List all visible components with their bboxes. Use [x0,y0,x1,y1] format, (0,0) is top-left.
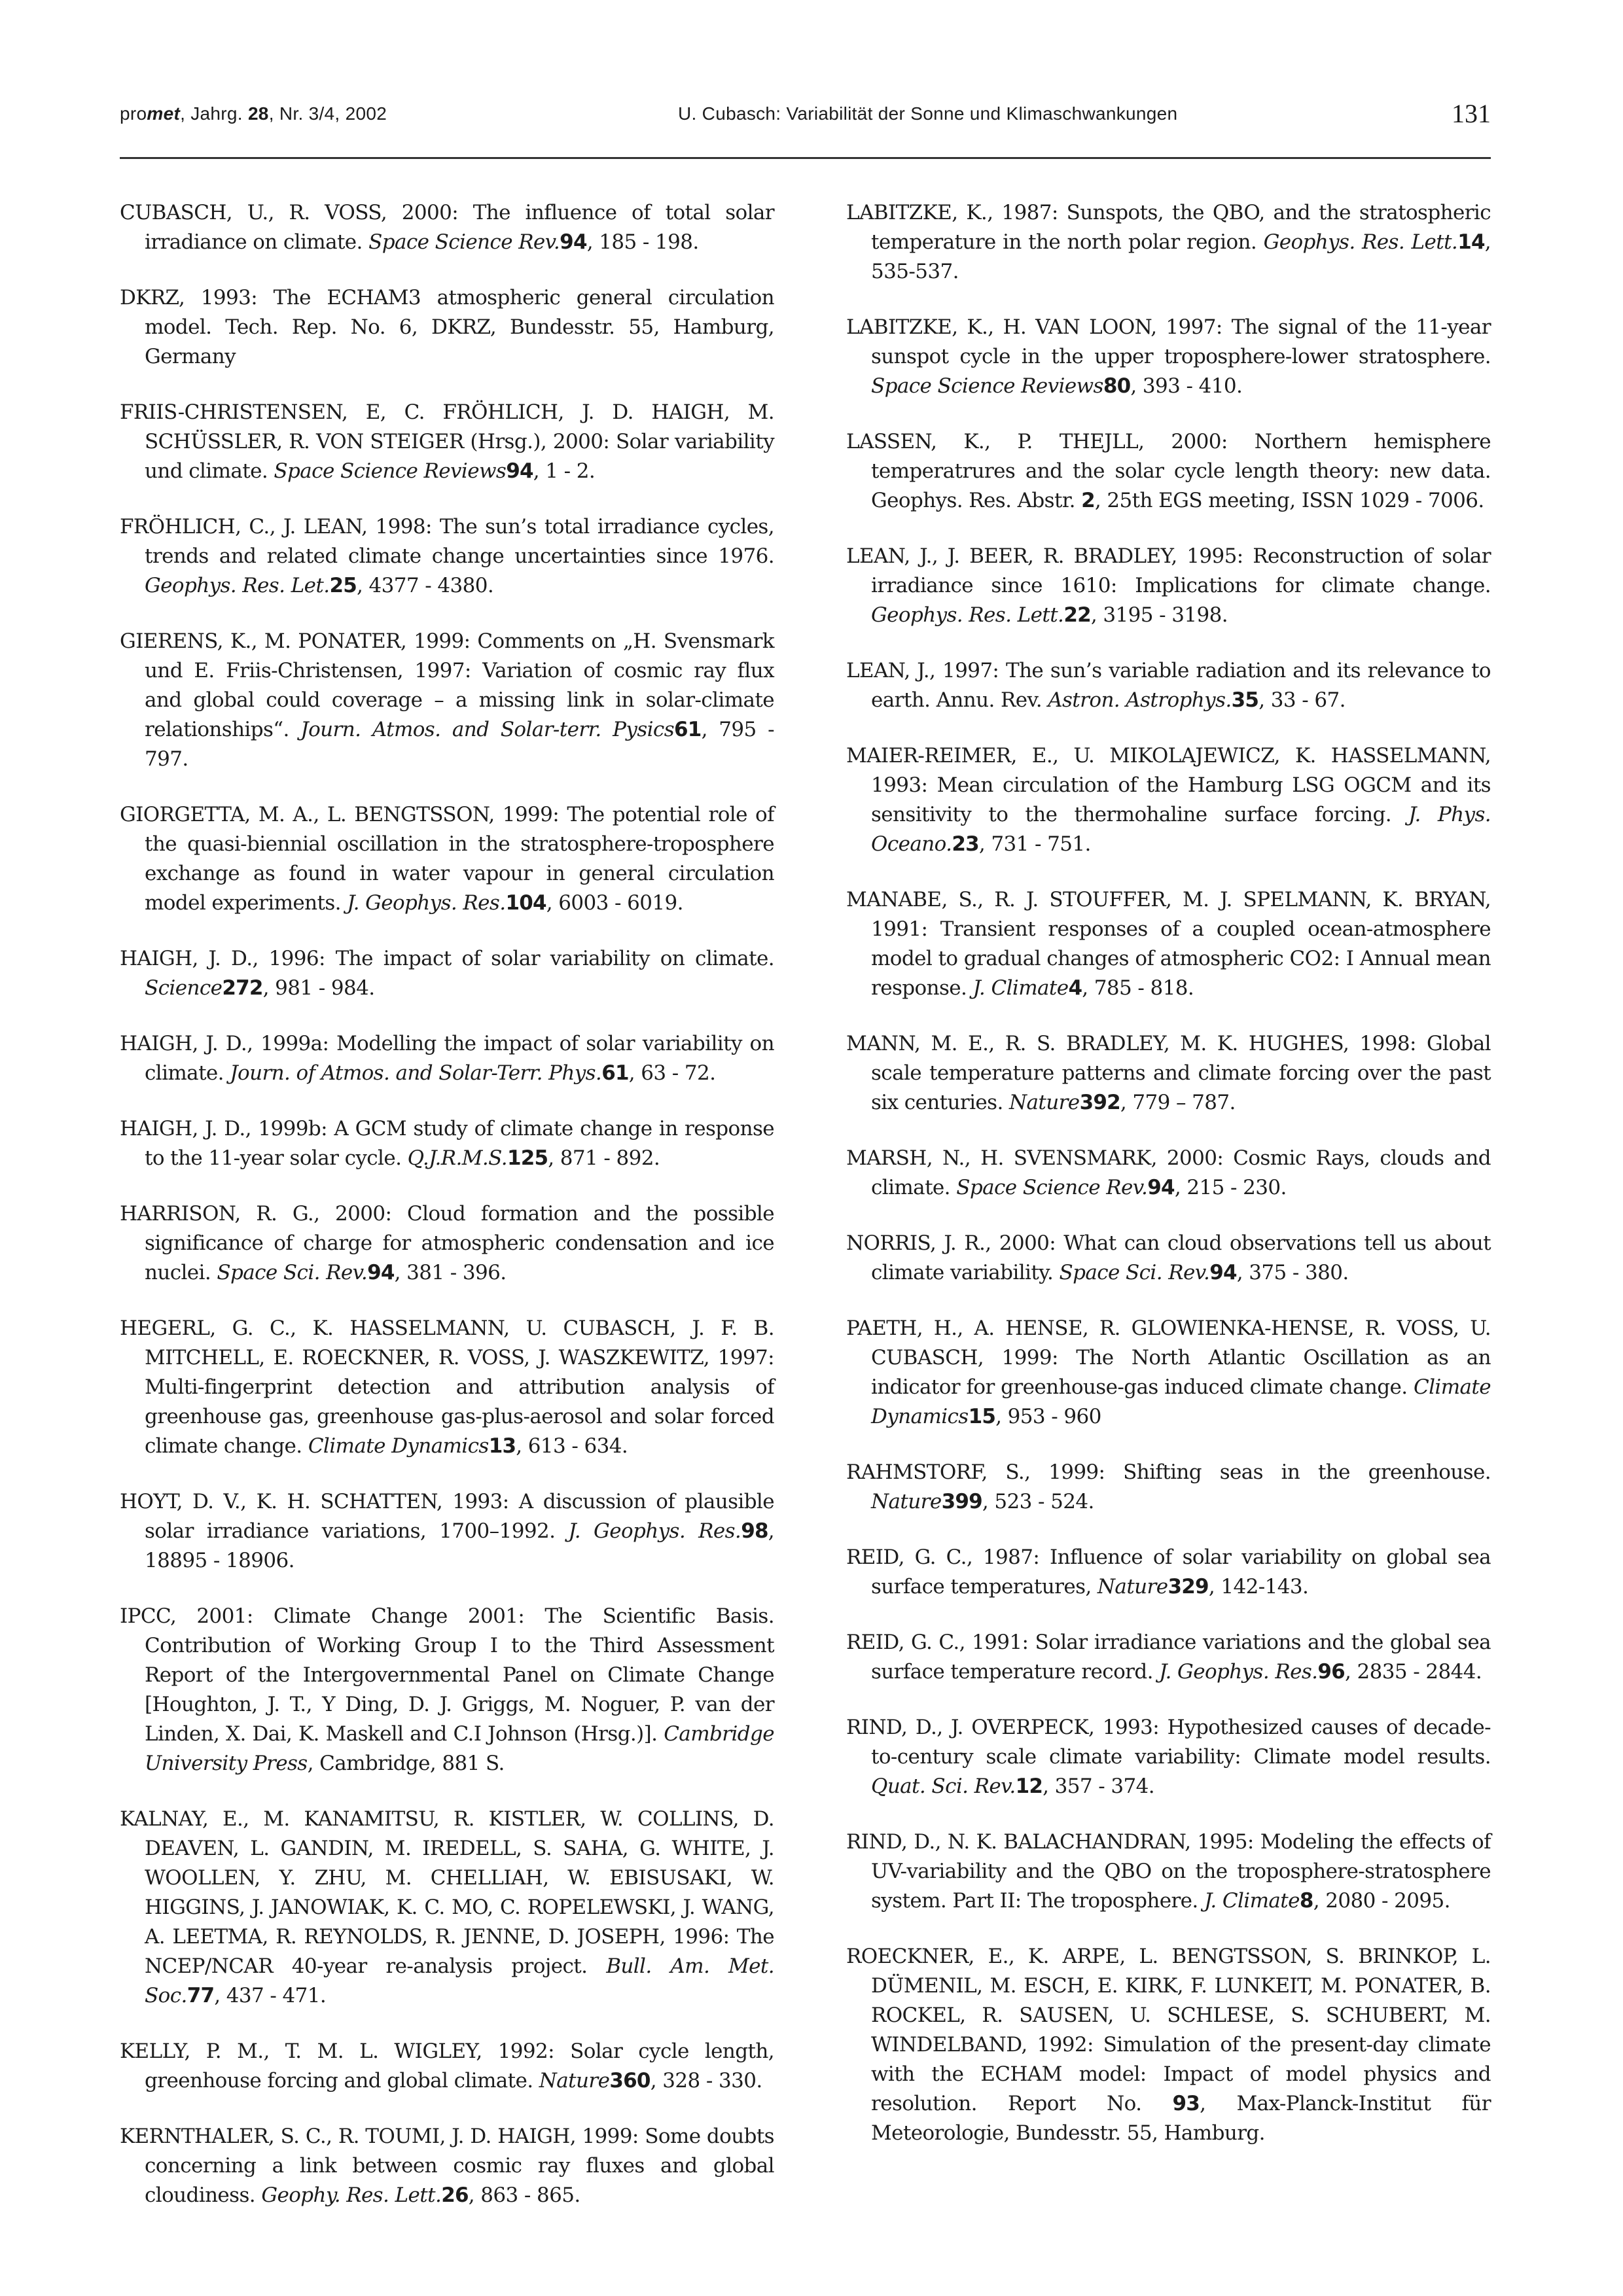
reference-volume: 125 [507,1146,548,1170]
reference-volume: 8 [1299,1889,1313,1913]
reference-entry [120,2037,774,2096]
reference-volume: 13 [488,1434,516,1458]
reference-volume: 12 [1015,1775,1043,1798]
reference-text: LEAN, J., 1997: The sun’s variable radiation and its relevance to earth. Annu. Rev. [846,659,1491,712]
reference-journal: Space Science Rev. [368,230,560,254]
reference-text: HAIGH, J. D., 1996: The impact of solar variability on climate. [120,947,774,970]
reference-volume: 80 [1103,374,1131,398]
reference-text: HEGERL, G. C., K. HASSELMANN, U. CUBASCH, J. F. B. MITCHELL, E. ROECKNER, R. VOSS, J. WASZKEWITZ, 1997: Multi-fingerprint detection and attribution analysis of greenhouse gas, greenhouse gas-plus-aerosol and solar forced climate change. [120,1316,774,1458]
reference-pages: , 142-143. [1208,1575,1309,1598]
reference-journal: Journ. of Atmos. and Solar-Terr. Phys. [230,1061,602,1085]
reference-pages: , 863 - 865. [468,2183,580,2207]
reference-journal: Astron. Astrophys. [1048,688,1232,712]
reference-pages: , 871 - 892. [548,1146,660,1170]
reference-text: RIND, D., J. OVERPECK, 1993: Hypothesized causes of decade-to-century scale climate variability: Climate model results. [846,1716,1491,1769]
reference-volume: 23 [952,832,979,856]
page-number: 131 [1452,99,1491,128]
reference-journal: Geophys. Res. Let. [145,574,330,597]
reference-entry [846,542,1491,630]
reference-volume: 35 [1231,688,1259,712]
reference-pages: , 4377 - 4380. [357,574,494,597]
reference-pages: , 63 - 72. [628,1061,716,1085]
reference-volume: 94 [1209,1261,1237,1284]
reference-entry [846,1543,1491,1602]
reference-text: FRIIS-CHRISTENSEN, E, C. FRÖHLICH, J. D. HAIGH, M. SCHÜSSLER, R. VON STEIGER (Hrsg.), 2000: Solar variability und climate. [120,400,774,483]
reference-text: HOYT, D. V., K. H. SCHATTEN, 1993: A discussion of plausible solar irradiance variations, 1700–1992. [120,1490,774,1543]
reference-pages: , 3195 - 3198. [1090,603,1228,627]
reference-entry [120,283,774,372]
journal-year-label: , Jahrg. [180,103,248,124]
reference-volume: 15 [968,1405,996,1428]
reference-journal: J. Climate [972,976,1069,1000]
reference-text: LABITZKE, K., 1987: Sunspots, the QBO, and the stratospheric temperature in the north polar region. [846,201,1491,254]
reference-entry [120,398,774,486]
running-title: U. Cubasch: Variabilität der Sonne und Klimaschwankungen [678,103,1178,124]
reference-journal: Q.J.R.M.S. [407,1146,507,1170]
reference-text: DKRZ, 1993: The ECHAM3 atmospheric general circulation model. Tech. Rep. No. 6, DKRZ, Bundesstr. 55, Hamburg, Germany [120,286,774,368]
journal-volume: 28 [247,103,269,124]
reference-entry [846,656,1491,715]
reference-journal: J. Geophys. Res. [1159,1660,1318,1684]
reference-pages: , 381 - 396. [394,1261,507,1284]
reference-pages: , 185 - 198. [586,230,699,254]
reference-volume: 93 [1172,2092,1200,2115]
reference-pages: , 375 - 380. [1236,1261,1349,1284]
reference-text: GIERENS, K., M. PONATER, 1999: Comments on „H. Svensmark und E. Friis-Christensen, 1997: Variation of cosmic ray flux and global could coverage – a missing link in solar-climate relationships“. [120,629,774,741]
reference-journal: Quat. Sci. Rev. [871,1775,1016,1798]
reference-journal: Nature [539,2069,610,2093]
reference-entry [846,1628,1491,1687]
reference-text: IPCC, 2001: Climate Change 2001: The Scientific Basis. Contribution of Working Group I to the Third Assessment Report of the Intergovernmental Panel on Climate Change [Houghton, J. T., Y Ding, D. J. Griggs, M. Noguer, P. van der Linden, X. Dai, K. Maskell and C.I Johnson (Hrsg.)]. [120,1604,774,1746]
reference-entry [846,1828,1491,1916]
reference-volume: 392 [1079,1091,1120,1114]
reference-volume: 14 [1457,230,1485,254]
reference-text: FRÖHLICH, C., J. LEAN, 1998: The sun’s total irradiance cycles, trends and related climate change uncertainties since 1976. [120,515,774,568]
reference-pages: , 731 - 751. [978,832,1091,856]
reference-journal: Geophys. Res. Lett. [1263,230,1458,254]
reference-journal: Cambridge University Press [145,1722,774,1775]
journal-name-prefix: pro [120,103,147,124]
reference-volume: 4 [1068,976,1082,1000]
reference-pages: , 33 - 67. [1258,688,1346,712]
reference-pages: , 1 - 2. [533,459,596,483]
reference-pages: , 18895 - 18906. [145,1519,775,1572]
reference-text: MANN, M. E., R. S. BRADLEY, M. K. HUGHES, 1998: Global scale temperature patterns and climate forcing over the past six centuries. [846,1032,1491,1114]
references-right-column [846,198,1491,2174]
reference-volume: 272 [222,976,263,1000]
reference-journal: Bull. Am. Met. Soc. [145,1954,774,2007]
reference-entry [846,427,1491,516]
reference-journal: J. Geophys. Res. [568,1519,741,1543]
reference-text: REID, G. C., 1987: Influence of solar variability on global sea surface temperatures, [846,1545,1491,1598]
journal-issue: , Nr. 3/4, 2002 [268,103,387,124]
journal-name-brand: met [147,103,181,124]
reference-volume: 61 [601,1061,629,1085]
reference-text: KELLY, P. M., T. M. L. WIGLEY, 1992: Solar cycle length, greenhouse forcing and global climate. [120,2040,774,2093]
reference-pages: , 535-537. [871,230,1491,283]
reference-journal: Geophy. Res. Lett. [261,2183,442,2207]
reference-volume: 22 [1063,603,1091,627]
reference-journal: Nature [1097,1575,1168,1598]
reference-pages: , Max-Planck-Institut für Meteorologie, Bundesstr. 55, Hamburg. [871,2092,1491,2145]
reference-volume: 329 [1168,1575,1209,1598]
reference-pages: , 215 - 230. [1174,1176,1287,1199]
reference-volume: 61 [674,718,702,741]
reference-volume: 360 [609,2069,651,2093]
reference-pages: , 2080 - 2095. [1313,1889,1450,1913]
reference-entry [120,2122,774,2210]
reference-journal: J. Climate [1204,1889,1300,1913]
reference-entry [846,1229,1491,1288]
references-left-column [120,198,774,2236]
reference-text: KERNTHALER, S. C., R. TOUMI, J. D. HAIGH, 1999: Some doubts concerning a link between cosmic ray fluxes and global cloudiness. [120,2125,774,2207]
reference-text: CUBASCH, U., R. VOSS, 2000: The influence of total solar irradiance on climate. [120,201,774,254]
reference-entry [120,1805,774,2011]
reference-volume: 399 [941,1490,982,1513]
reference-journal: Climate Dynamics [308,1434,489,1458]
reference-journal: Space Sci. Rev. [217,1261,368,1284]
reference-entry [846,1942,1491,2148]
reference-volume: 98 [741,1519,768,1543]
reference-text: LEAN, J., J. BEER, R. BRADLEY, 1995: Reconstruction of solar irradiance since 1610: Implications for climate change. [846,544,1491,597]
reference-journal: Space Sci. Rev. [1059,1261,1210,1284]
reference-pages: , 779 – 787. [1120,1091,1236,1114]
reference-entry [846,313,1491,401]
reference-text: MAIER-REIMER, E., U. MIKOLAJEWICZ, K. HASSELMANN, 1993: Mean circulation of the Hamburg LSG OGCM and its sensitivity to the thermohaline surface forcing. [846,744,1491,826]
reference-journal: Space Science Reviews [274,459,507,483]
reference-volume: 94 [367,1261,395,1284]
reference-text: HAIGH, J. D., 1999b: A GCM study of climate change in response to the 11-year solar cycle. [120,1117,774,1170]
reference-journal: Nature [1008,1091,1080,1114]
reference-volume: 94 [560,230,587,254]
reference-volume: 94 [506,459,533,483]
reference-pages: , 523 - 524. [982,1490,1094,1513]
reference-volume: 2 [1081,489,1095,512]
reference-entry [120,1487,774,1576]
reference-entry [846,1713,1491,1801]
reference-pages: , 437 - 471. [214,1984,327,2007]
reference-journal: J. Phys. Oceano. [871,803,1491,856]
reference-journal: Geophys. Res. Lett. [871,603,1064,627]
reference-volume: 104 [505,891,546,915]
reference-pages: , 25th EGS meeting, ISSN 1029 - 7006. [1094,489,1484,512]
reference-pages: , 357 - 374. [1043,1775,1155,1798]
reference-pages: , 613 - 634. [516,1434,628,1458]
reference-volume: 26 [441,2183,469,2207]
reference-entry [846,741,1491,859]
reference-journal: J. Geophys. Res. [347,891,506,915]
reference-entry [120,1029,774,1088]
reference-entry [120,1199,774,1288]
reference-text: HAIGH, J. D., 1999a: Modelling the impact of solar variability on climate. [120,1032,774,1085]
journal-citation [120,103,387,124]
reference-entry [846,1144,1491,1203]
reference-text: LASSEN, K., P. THEJLL, 2000: Northern hemisphere temperatrures and the solar cycle length theory: new data. Geophys. Res. Abstr. [846,430,1491,512]
reference-text: PAETH, H., A. HENSE, R. GLOWIENKA-HENSE, R. VOSS, U. CUBASCH, 1999: The North Atlantic Oscillation as an indicator for greenhouse-gas induced climate change. [846,1316,1491,1399]
reference-entry [846,198,1491,287]
reference-text: HARRISON, R. G., 2000: Cloud formation and the possible significance of charge for atmospheric condensation and ice nuclei. [120,1202,774,1284]
reference-entry [846,1458,1491,1517]
reference-text: MANABE, S., R. J. STOUFFER, M. J. SPELMANN, K. BRYAN, 1991: Transient responses of a coupled ocean-atmosphere model to gradual changes of atmospheric CO2: I Annual mean response. [846,888,1491,1000]
reference-text: LABITZKE, K., H. VAN LOON, 1997: The signal of the 11-year sunspot cycle in the upper troposphere-lower stratosphere. [846,315,1491,368]
reference-entry [120,512,774,601]
reference-text: REID, G. C., 1991: Solar irradiance variations and the global sea surface temperature record. [846,1631,1491,1684]
reference-entry [846,1029,1491,1118]
reference-entry [120,1114,774,1173]
reference-volume: 96 [1317,1660,1345,1684]
reference-pages: , 795 - 797. [145,718,774,771]
reference-journal: Climate Dynamics [871,1375,1491,1428]
reference-text: MARSH, N., H. SVENSMARK, 2000: Cosmic Rays, clouds and climate. [846,1146,1491,1199]
reference-pages: , 953 - 960 [995,1405,1101,1428]
reference-text: RIND, D., N. K. BALACHANDRAN, 1995: Modeling the effects of UV-variability and the QBO on the troposphere-stratosphere system. Part II: The troposphere. [846,1830,1491,1913]
reference-volume: 77 [187,1984,215,2007]
reference-pages: , 6003 - 6019. [546,891,683,915]
reference-text: NORRIS, J. R., 2000: What can cloud observations tell us about climate variability. [846,1231,1491,1284]
reference-pages: , 785 - 818. [1082,976,1194,1000]
reference-entry [120,944,774,1003]
reference-pages: , 328 - 330. [650,2069,762,2093]
reference-entry [120,198,774,257]
reference-journal: Science [145,976,223,1000]
reference-pages: , 2835 - 2844. [1344,1660,1482,1684]
reference-entry [120,800,774,918]
reference-journal: Nature [871,1490,942,1513]
reference-pages: , Cambridge, 881 S. [307,1752,505,1775]
reference-entry [846,1314,1491,1432]
reference-journal: Space Science Rev. [956,1176,1148,1199]
reference-text: GIORGETTA, M. A., L. BENGTSSON, 1999: The potential role of the quasi-biennial oscillation in the stratosphere-troposphere exchange as found in water vapour in general circulation model experiments. [120,803,774,915]
page-header [120,99,1491,159]
reference-pages: , 981 - 984. [262,976,375,1000]
reference-entry [120,627,774,774]
reference-text: ROECKNER, E., K. ARPE, L. BENGTSSON, S. BRINKOP, L. DÜMENIL, M. ESCH, E. KIRK, F. LUNKEIT, M. PONATER, B. ROCKEL, R. SAUSEN, U. SCHLESE, S. SCHUBERT, M. WINDELBAND, 1992: Simulation of the present-day climate with the ECHAM model: Impact of model physics and resolution. Report No. [846,1945,1491,2115]
reference-entry [846,885,1491,1003]
reference-text: RAHMSTORF, S., 1999: Shifting seas in the greenhouse. [846,1460,1491,1484]
reference-journal: Journ. Atmos. and Solar-terr. Pysics [300,718,675,741]
reference-pages: , 393 - 410. [1130,374,1243,398]
reference-journal: Space Science Reviews [871,374,1103,398]
reference-entry [120,1602,774,1778]
reference-entry [120,1314,774,1461]
reference-volume: 94 [1147,1176,1175,1199]
reference-volume: 25 [329,574,357,597]
reference-text: KALNAY, E., M. KANAMITSU, R. KISTLER, W. COLLINS, D. DEAVEN, L. GANDIN, M. IREDELL, S. SAHA, G. WHITE, J. WOOLLEN, Y. ZHU, M. CHELLIAH, W. EBISUSAKI, W. HIGGINS, J. JANOWIAK, K. C. MO, C. ROPELEWSKI, J. WANG, A. LEETMA, R. REYNOLDS, R. JENNE, D. JOSEPH, 1996: The NCEP/NCAR 40-year re-analysis project. [120,1807,774,1978]
